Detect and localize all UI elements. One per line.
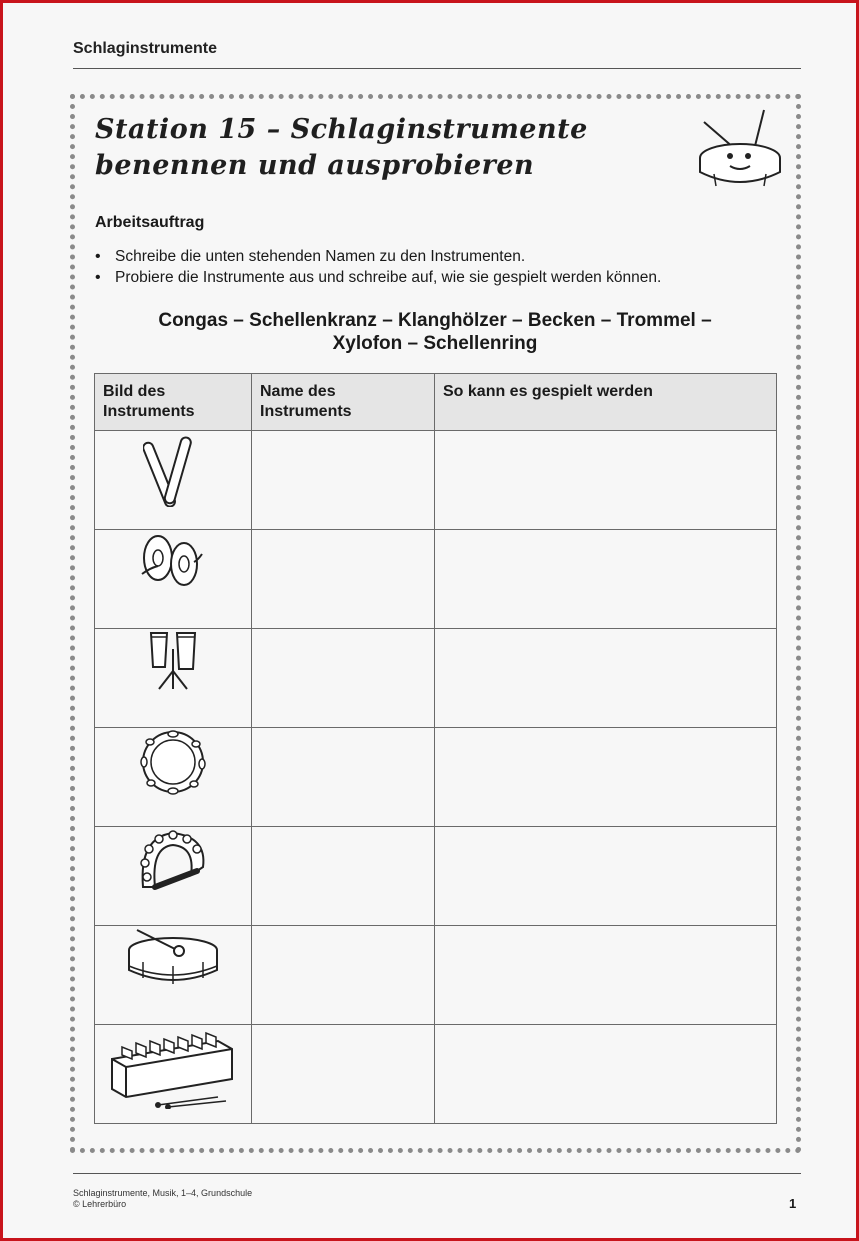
how-answer-cell[interactable]	[435, 1025, 777, 1124]
table-row	[95, 431, 777, 530]
header-rule	[73, 68, 801, 69]
station-title-line1: Station 15 – Schlaginstrumente	[95, 114, 588, 145]
page-number: 1	[789, 1196, 797, 1211]
station-title-line2: benennen und ausprobieren	[95, 150, 535, 181]
bullet-icon: •	[95, 269, 101, 286]
table-row	[95, 827, 777, 926]
instruction-item: • Probiere die Instrumente aus und schreibe auf, wie sie gespielt werden können.	[95, 269, 662, 286]
image-cell	[95, 629, 252, 728]
image-cell	[95, 827, 252, 926]
table-row	[95, 728, 777, 827]
xylophone-icon	[108, 1025, 238, 1109]
how-answer-cell[interactable]	[435, 530, 777, 629]
name-answer-cell[interactable]	[252, 1025, 435, 1124]
image-cell	[95, 1025, 252, 1124]
name-answer-cell[interactable]	[252, 728, 435, 827]
name-answer-cell[interactable]	[252, 431, 435, 530]
how-answer-cell[interactable]	[435, 827, 777, 926]
how-answer-cell[interactable]	[435, 926, 777, 1025]
name-answer-cell[interactable]	[252, 530, 435, 629]
how-answer-cell[interactable]	[435, 431, 777, 530]
how-answer-cell[interactable]	[435, 629, 777, 728]
name-answer-cell[interactable]	[252, 629, 435, 728]
table-row	[95, 1025, 777, 1124]
word-bank-line2: Xylofon – Schellenring	[332, 333, 538, 354]
tambourine-icon	[136, 728, 210, 796]
task-heading: Arbeitsauftrag	[95, 214, 205, 231]
footer-line1: Schlaginstrumente, Musik, 1–4, Grundschule	[73, 1188, 253, 1198]
running-header: Schlaginstrumente	[73, 40, 218, 57]
claves-icon	[143, 431, 203, 507]
footer-credits	[73, 1188, 252, 1210]
word-bank	[95, 309, 775, 355]
station-title	[95, 112, 695, 184]
bullet-icon: •	[95, 248, 101, 265]
header-how: So kann es gespielt werden	[435, 374, 777, 431]
instruction-list	[95, 246, 661, 288]
drum-icon	[123, 926, 223, 994]
image-cell	[95, 926, 252, 1025]
image-cell	[95, 530, 252, 629]
table-row	[95, 629, 777, 728]
drum-mascot-icon	[694, 108, 786, 194]
table-row	[95, 530, 777, 629]
header-image: Bild des Instruments	[95, 374, 252, 431]
cymbals-icon	[136, 530, 210, 594]
footer-rule	[73, 1173, 801, 1174]
congas-icon	[147, 629, 199, 693]
image-cell	[95, 431, 252, 530]
name-answer-cell[interactable]	[252, 827, 435, 926]
jingle-ring-icon	[133, 827, 213, 901]
word-bank-line1: Congas – Schellenkranz – Klanghölzer – Becken – Trommel –	[158, 310, 712, 331]
how-answer-cell[interactable]	[435, 728, 777, 827]
instruction-item: • Schreibe die unten stehenden Namen zu den Instrumenten.	[95, 248, 526, 265]
image-cell	[95, 728, 252, 827]
table-header-row	[95, 374, 777, 431]
table-row	[95, 926, 777, 1025]
instrument-table	[94, 373, 777, 1124]
header-name: Name des Instruments	[252, 374, 435, 431]
name-answer-cell[interactable]	[252, 926, 435, 1025]
footer-line2: © Lehrerbüro	[73, 1199, 127, 1209]
